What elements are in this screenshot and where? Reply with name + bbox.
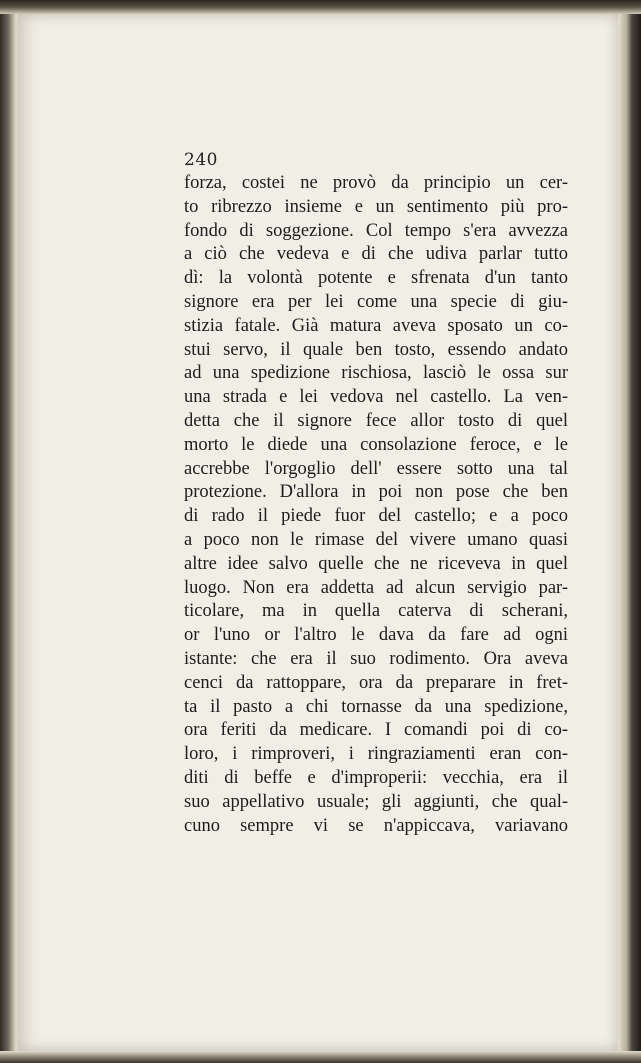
body-text [184,172,568,838]
text-line: istante: che era il suo rodimento. Ora aveva [184,648,568,669]
text-line: stui servo, il quale ben tosto, essendo andato [184,339,568,360]
text-line: detta che il signore fece allor tosto di quel [184,410,568,431]
text-line: stizia fatale. Già matura aveva sposato un co- [184,315,568,336]
text-line: to ribrezzo insieme e un sentimento più pro- [184,196,568,217]
text-line: ta il pasto a chi tornasse da una spedizione, [184,696,568,717]
text-line: protezione. D'allora in poi non pose che ben [184,482,568,503]
page-number: 240 [184,150,218,170]
text-line: fondo di soggezione. Col tempo s'era avvezza [184,220,568,241]
text-line: ora feriti da medicare. I comandi poi di co- [184,720,568,741]
text-line: signore era per lei come una specie di giu- [184,291,568,312]
top-page-edge [0,0,641,14]
text-line: cuno sempre vi se n'appiccava, variavano [184,815,568,836]
page-fold-edge [618,14,626,1051]
text-line: or l'uno or l'altro le dava da fare ad ogni [184,625,568,646]
text-line: ad una spedizione rischiosa, lasciò le ossa sur [184,363,568,384]
text-line: accrebbe l'orgoglio dell' essere sotto una tal [184,458,568,479]
text-line: dì: la volontà potente e sfrenata d'un tanto [184,268,568,289]
bottom-page-edge [0,1051,641,1063]
text-line: loro, i rimproveri, i ringraziamenti eran con- [184,744,568,765]
text-line: a ciò che vedeva e di che udiva parlar tutto [184,244,568,265]
text-line: altre idee salvo quelle che ne riceveva in quel [184,553,568,574]
text-line: cenci da rattoppare, ora da preparare in fret- [184,672,568,693]
text-line: a poco non le rimase del vivere umano quasi [184,529,568,550]
text-line: forza, costei ne provò da principio un cer- [184,173,568,193]
text-line: luogo. Non era addetta ad alcun servigio par- [184,577,568,598]
text-line: ticolare, ma in quella caterva di scherani, [184,601,568,622]
text-line: morto le diede una consolazione feroce, e le [184,434,568,455]
text-line: suo appellativo usuale; gli aggiunti, che qual- [184,791,568,812]
text-line: di rado il piede fuor del castello; e a poco [184,506,568,527]
text-line: diti di beffe e d'improperii: vecchia, era il [184,767,568,788]
text-line: una strada e lei vedova nel castello. La ven- [184,387,568,408]
